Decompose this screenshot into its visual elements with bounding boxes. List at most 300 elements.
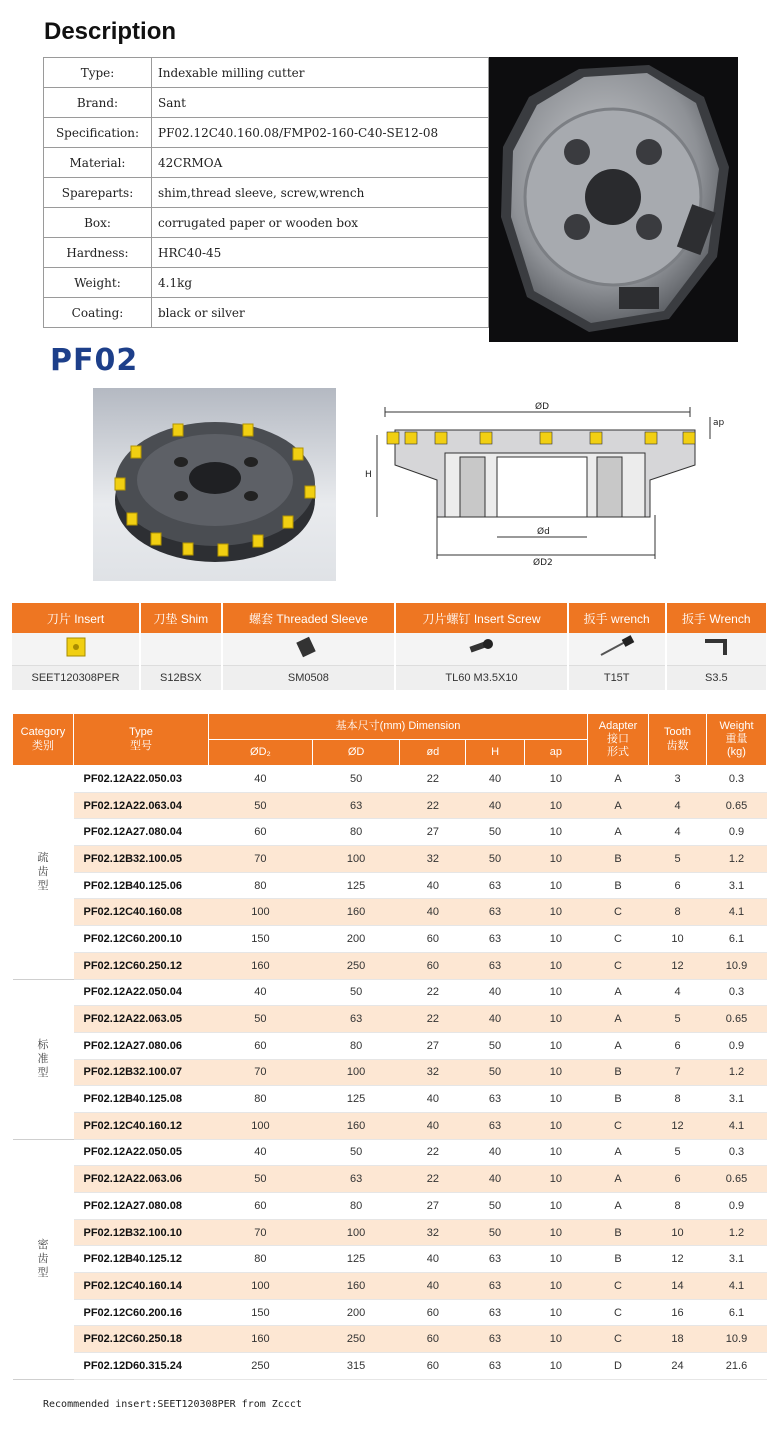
type-cell: PF02.12A22.063.05 — [74, 1006, 209, 1033]
accessory-header: 扳手 Wrench — [666, 603, 767, 633]
dim-H-label: H — [365, 470, 372, 480]
value-cell: 70 — [209, 1059, 313, 1086]
type-cell: PF02.12C60.250.18 — [74, 1326, 209, 1353]
value-cell: 150 — [209, 926, 313, 953]
value-cell: B — [588, 1219, 649, 1246]
table-row — [13, 899, 767, 926]
value-cell: A — [588, 819, 649, 846]
type-cell: PF02.12B32.100.10 — [74, 1219, 209, 1246]
table-row — [13, 979, 767, 1006]
value-cell: 160 — [209, 1326, 313, 1353]
value-cell: 40 — [209, 1139, 313, 1166]
dim-d-label: Ød — [537, 527, 550, 537]
value-cell: 160 — [209, 952, 313, 979]
footnote: Recommended insert:SEET120308PER from Zccct — [43, 1399, 302, 1410]
value-cell: 4.1 — [707, 1273, 767, 1300]
value-cell: B — [588, 1086, 649, 1113]
value-cell: 80 — [209, 1246, 313, 1273]
value-cell: 60 — [400, 952, 466, 979]
dim-D2-label: ØD2 — [533, 558, 553, 568]
value-cell: 10 — [649, 926, 707, 953]
value-cell: 0.65 — [707, 1006, 767, 1033]
value-cell: A — [588, 1006, 649, 1033]
value-cell: 63 — [466, 1273, 524, 1300]
value-cell: D — [588, 1353, 649, 1380]
table-row — [13, 1219, 767, 1246]
value-cell: 5 — [649, 1139, 707, 1166]
type-cell: PF02.12C40.160.14 — [74, 1273, 209, 1300]
header-dimension: 基本尺寸(mm) Dimension — [209, 714, 588, 740]
value-cell: 32 — [400, 846, 466, 873]
value-cell: 40 — [209, 979, 313, 1006]
table-row — [13, 1032, 767, 1059]
value-cell: 22 — [400, 979, 466, 1006]
value-cell: 40 — [466, 1139, 524, 1166]
type-cell: PF02.12B32.100.07 — [74, 1059, 209, 1086]
value-cell: 12 — [649, 952, 707, 979]
insert-icon — [12, 633, 140, 665]
type-cell: PF02.12C60.200.16 — [74, 1299, 209, 1326]
table-row — [13, 1353, 767, 1380]
value-cell: 100 — [312, 846, 400, 873]
spec-value: Indexable milling cutter — [152, 58, 489, 88]
dim-D-label: ØD — [535, 402, 550, 412]
value-cell: B — [588, 1246, 649, 1273]
value-cell: 10 — [524, 846, 587, 873]
value-cell: 80 — [209, 872, 313, 899]
value-cell: 40 — [400, 872, 466, 899]
value-cell: 10 — [524, 1246, 587, 1273]
spec-row — [44, 298, 489, 328]
spec-row — [44, 58, 489, 88]
value-cell: 27 — [400, 1193, 466, 1220]
value-cell: C — [588, 1112, 649, 1139]
value-cell: 50 — [312, 1139, 400, 1166]
value-cell: 60 — [209, 1193, 313, 1220]
value-cell: 6 — [649, 872, 707, 899]
value-cell: 50 — [466, 1032, 524, 1059]
type-cell: PF02.12B32.100.05 — [74, 846, 209, 873]
spec-value: black or silver — [152, 298, 489, 328]
type-cell: PF02.12C40.160.12 — [74, 1112, 209, 1139]
type-cell: PF02.12A27.080.08 — [74, 1193, 209, 1220]
value-cell: C — [588, 899, 649, 926]
spec-key: Weight: — [44, 268, 152, 298]
value-cell: 80 — [312, 1193, 400, 1220]
value-cell: C — [588, 1299, 649, 1326]
value-cell: 60 — [209, 819, 313, 846]
accessory-value: SM0508 — [222, 665, 396, 690]
value-cell: 50 — [466, 1193, 524, 1220]
value-cell: C — [588, 1326, 649, 1353]
spec-grid — [12, 713, 767, 1380]
type-cell: PF02.12B40.125.12 — [74, 1246, 209, 1273]
value-cell: 8 — [649, 899, 707, 926]
value-cell: A — [588, 1166, 649, 1193]
value-cell: 10 — [524, 952, 587, 979]
value-cell: 10 — [524, 1139, 587, 1166]
value-cell: 10 — [524, 1006, 587, 1033]
spec-value: 4.1kg — [152, 268, 489, 298]
value-cell: 10 — [524, 1273, 587, 1300]
value-cell: 0.65 — [707, 1166, 767, 1193]
type-cell: PF02.12B40.125.06 — [74, 872, 209, 899]
table-row — [13, 1273, 767, 1300]
spec-value: corrugated paper or wooden box — [152, 208, 489, 238]
value-cell: 50 — [466, 846, 524, 873]
header-type: Type 型号 — [74, 714, 209, 766]
accessory-header: 螺套 Threaded Sleeve — [222, 603, 396, 633]
value-cell: 27 — [400, 1032, 466, 1059]
type-cell: PF02.12A27.080.04 — [74, 819, 209, 846]
accessory-value: SEET120308PER — [12, 665, 140, 690]
value-cell: A — [588, 1032, 649, 1059]
spec-key: Hardness: — [44, 238, 152, 268]
value-cell: 63 — [466, 926, 524, 953]
spec-row — [44, 88, 489, 118]
value-cell: 10 — [524, 1193, 587, 1220]
table-row — [13, 766, 767, 793]
accessory-value: S12BSX — [140, 665, 222, 690]
table-row — [13, 792, 767, 819]
value-cell: 1.2 — [707, 846, 767, 873]
value-cell: 3.1 — [707, 1246, 767, 1273]
table-row — [13, 846, 767, 873]
value-cell: 22 — [400, 1139, 466, 1166]
value-cell: 100 — [209, 1273, 313, 1300]
value-cell: 10 — [524, 899, 587, 926]
spec-key: Brand: — [44, 88, 152, 118]
value-cell: 22 — [400, 1166, 466, 1193]
value-cell: 0.9 — [707, 819, 767, 846]
value-cell: 8 — [649, 1086, 707, 1113]
value-cell: 63 — [466, 872, 524, 899]
value-cell: 70 — [209, 846, 313, 873]
value-cell: 32 — [400, 1059, 466, 1086]
value-cell: 7 — [649, 1059, 707, 1086]
value-cell: 63 — [466, 1326, 524, 1353]
spec-value: PF02.12C40.160.08/FMP02-160-C40-SE12-08 — [152, 118, 489, 148]
value-cell: B — [588, 872, 649, 899]
value-cell: 150 — [209, 1299, 313, 1326]
value-cell: 160 — [312, 1273, 400, 1300]
value-cell: 315 — [312, 1353, 400, 1380]
spec-key: Material: — [44, 148, 152, 178]
shim-icon — [140, 633, 222, 665]
type-cell: PF02.12B40.125.08 — [74, 1086, 209, 1113]
value-cell: 1.2 — [707, 1219, 767, 1246]
value-cell: 10.9 — [707, 952, 767, 979]
value-cell: 100 — [312, 1219, 400, 1246]
value-cell: 0.9 — [707, 1032, 767, 1059]
type-cell: PF02.12A27.080.06 — [74, 1032, 209, 1059]
value-cell: 40 — [400, 1086, 466, 1113]
value-cell: 100 — [312, 1059, 400, 1086]
accessory-header: 刀片螺钉 Insert Screw — [395, 603, 568, 633]
value-cell: 40 — [400, 1246, 466, 1273]
value-cell: C — [588, 926, 649, 953]
table-row — [13, 872, 767, 899]
value-cell: 10 — [524, 766, 587, 793]
value-cell: 40 — [400, 899, 466, 926]
value-cell: 0.3 — [707, 1139, 767, 1166]
threaded-sleeve-icon — [222, 633, 396, 665]
value-cell: 18 — [649, 1326, 707, 1353]
cutter-photo — [489, 57, 738, 342]
header-dim: ap — [524, 740, 587, 766]
value-cell: 3.1 — [707, 872, 767, 899]
value-cell: 5 — [649, 846, 707, 873]
value-cell: 10 — [524, 1086, 587, 1113]
type-cell: PF02.12A22.050.05 — [74, 1139, 209, 1166]
value-cell: 50 — [209, 792, 313, 819]
value-cell: A — [588, 766, 649, 793]
type-cell: PF02.12C60.250.12 — [74, 952, 209, 979]
value-cell: 12 — [649, 1112, 707, 1139]
header-dim: ød — [400, 740, 466, 766]
spec-row — [44, 118, 489, 148]
value-cell: 10 — [524, 926, 587, 953]
category-cell: 标准型 — [13, 979, 74, 1139]
value-cell: 6.1 — [707, 1299, 767, 1326]
value-cell: 125 — [312, 1086, 400, 1113]
value-cell: 10 — [649, 1219, 707, 1246]
table-row — [13, 1086, 767, 1113]
value-cell: 0.3 — [707, 979, 767, 1006]
value-cell: 80 — [209, 1086, 313, 1113]
value-cell: 60 — [400, 1326, 466, 1353]
insert-screw-icon — [395, 633, 568, 665]
accessory-value: T15T — [568, 665, 666, 690]
accessory-value: TL60 M3.5X10 — [395, 665, 568, 690]
value-cell: 0.3 — [707, 766, 767, 793]
page-title: Description — [44, 18, 177, 45]
value-cell: 32 — [400, 1219, 466, 1246]
value-cell: 63 — [312, 1166, 400, 1193]
value-cell: 0.65 — [707, 792, 767, 819]
value-cell: 50 — [312, 979, 400, 1006]
spec-value: shim,thread sleeve, screw,wrench — [152, 178, 489, 208]
value-cell: C — [588, 952, 649, 979]
value-cell: 10 — [524, 1059, 587, 1086]
spec-key: Box: — [44, 208, 152, 238]
header-category: Category 类别 — [13, 714, 74, 766]
value-cell: 250 — [209, 1353, 313, 1380]
value-cell: 16 — [649, 1299, 707, 1326]
value-cell: 4 — [649, 792, 707, 819]
value-cell: B — [588, 1059, 649, 1086]
hex-wrench-icon — [666, 633, 767, 665]
table-row — [13, 1139, 767, 1166]
value-cell: 5 — [649, 1006, 707, 1033]
torx-wrench-icon — [568, 633, 666, 665]
value-cell: 63 — [466, 1086, 524, 1113]
value-cell: 250 — [312, 1326, 400, 1353]
value-cell: 60 — [400, 926, 466, 953]
value-cell: 63 — [466, 952, 524, 979]
value-cell: 10 — [524, 872, 587, 899]
table-row — [13, 819, 767, 846]
value-cell: 40 — [400, 1273, 466, 1300]
accessory-header: 扳手 wrench — [568, 603, 666, 633]
spec-row — [44, 208, 489, 238]
value-cell: 40 — [466, 766, 524, 793]
value-cell: 4 — [649, 819, 707, 846]
value-cell: 70 — [209, 1219, 313, 1246]
accessory-header: 刀片 Insert — [12, 603, 140, 633]
value-cell: 50 — [209, 1166, 313, 1193]
value-cell: 24 — [649, 1353, 707, 1380]
type-cell: PF02.12D60.315.24 — [74, 1353, 209, 1380]
value-cell: 10 — [524, 1112, 587, 1139]
category-cell: 疏齿型 — [13, 766, 74, 980]
spec-value: HRC40-45 — [152, 238, 489, 268]
value-cell: 10 — [524, 1353, 587, 1380]
spec-key: Coating: — [44, 298, 152, 328]
value-cell: 3 — [649, 766, 707, 793]
value-cell: 1.2 — [707, 1059, 767, 1086]
value-cell: 50 — [466, 819, 524, 846]
value-cell: 63 — [466, 1353, 524, 1380]
value-cell: 40 — [466, 1166, 524, 1193]
value-cell: 10 — [524, 1299, 587, 1326]
value-cell: 10 — [524, 1032, 587, 1059]
value-cell: 4.1 — [707, 1112, 767, 1139]
value-cell: 12 — [649, 1246, 707, 1273]
value-cell: 60 — [209, 1032, 313, 1059]
value-cell: 4 — [649, 979, 707, 1006]
value-cell: 40 — [466, 792, 524, 819]
spec-row — [44, 238, 489, 268]
type-cell: PF02.12C40.160.08 — [74, 899, 209, 926]
value-cell: 0.9 — [707, 1193, 767, 1220]
value-cell: 200 — [312, 926, 400, 953]
value-cell: 40 — [400, 1112, 466, 1139]
value-cell: 40 — [466, 979, 524, 1006]
value-cell: 6.1 — [707, 926, 767, 953]
spec-key: Spareparts: — [44, 178, 152, 208]
header-adapter: Adapter 接口 形式 — [588, 714, 649, 766]
value-cell: 22 — [400, 766, 466, 793]
value-cell: 100 — [209, 899, 313, 926]
spec-key: Specification: — [44, 118, 152, 148]
table-row — [13, 1326, 767, 1353]
table-row — [13, 1112, 767, 1139]
value-cell: 10 — [524, 1326, 587, 1353]
value-cell: 40 — [209, 766, 313, 793]
type-cell: PF02.12A22.063.06 — [74, 1166, 209, 1193]
type-cell: PF02.12A22.050.04 — [74, 979, 209, 1006]
value-cell: 50 — [209, 1006, 313, 1033]
value-cell: 60 — [400, 1299, 466, 1326]
value-cell: 63 — [466, 1246, 524, 1273]
value-cell: 22 — [400, 1006, 466, 1033]
value-cell: 6 — [649, 1166, 707, 1193]
value-cell: 63 — [466, 1299, 524, 1326]
table-row — [13, 1299, 767, 1326]
value-cell: 63 — [466, 899, 524, 926]
value-cell: 10.9 — [707, 1326, 767, 1353]
value-cell: 22 — [400, 792, 466, 819]
table-row — [13, 952, 767, 979]
series-logo: PF02 — [50, 343, 139, 378]
value-cell: A — [588, 979, 649, 1006]
spec-value: Sant — [152, 88, 489, 118]
header-dim: ØD — [312, 740, 400, 766]
value-cell: 50 — [466, 1219, 524, 1246]
table-row — [13, 1006, 767, 1033]
type-cell: PF02.12C60.200.10 — [74, 926, 209, 953]
value-cell: A — [588, 1193, 649, 1220]
value-cell: 27 — [400, 819, 466, 846]
value-cell: 200 — [312, 1299, 400, 1326]
value-cell: 250 — [312, 952, 400, 979]
value-cell: 10 — [524, 979, 587, 1006]
value-cell: 160 — [312, 899, 400, 926]
header-tooth: Tooth 齿数 — [649, 714, 707, 766]
value-cell: 125 — [312, 1246, 400, 1273]
table-row — [13, 1246, 767, 1273]
value-cell: 80 — [312, 819, 400, 846]
value-cell: 14 — [649, 1273, 707, 1300]
value-cell: 100 — [209, 1112, 313, 1139]
value-cell: 40 — [466, 1006, 524, 1033]
value-cell: B — [588, 846, 649, 873]
value-cell: 160 — [312, 1112, 400, 1139]
value-cell: 63 — [312, 1006, 400, 1033]
accessories-table — [12, 603, 768, 690]
value-cell: A — [588, 1139, 649, 1166]
spec-key: Type: — [44, 58, 152, 88]
value-cell: 4.1 — [707, 899, 767, 926]
value-cell: 125 — [312, 872, 400, 899]
value-cell: 6 — [649, 1032, 707, 1059]
dim-ap-label: ap — [713, 418, 725, 428]
category-cell: 密齿型 — [13, 1139, 74, 1379]
value-cell: A — [588, 792, 649, 819]
header-dim: ØD₂ — [209, 740, 313, 766]
value-cell: 8 — [649, 1193, 707, 1220]
accessory-value: S3.5 — [666, 665, 767, 690]
value-cell: 21.6 — [707, 1353, 767, 1380]
header-weight: Weight 重量 (kg) — [707, 714, 767, 766]
spec-row — [44, 148, 489, 178]
table-row — [13, 1193, 767, 1220]
value-cell: 50 — [312, 766, 400, 793]
header-dim: H — [466, 740, 524, 766]
table-row — [13, 926, 767, 953]
value-cell: 10 — [524, 819, 587, 846]
value-cell: 3.1 — [707, 1086, 767, 1113]
value-cell: 10 — [524, 1219, 587, 1246]
type-cell: PF02.12A22.050.03 — [74, 766, 209, 793]
spec-table — [43, 57, 489, 328]
value-cell: 10 — [524, 792, 587, 819]
spec-row — [44, 178, 489, 208]
cutter-render — [93, 388, 336, 581]
table-row — [13, 1059, 767, 1086]
value-cell: 63 — [466, 1112, 524, 1139]
spec-row — [44, 268, 489, 298]
accessory-header: 刀垫 Shim — [140, 603, 222, 633]
spec-value: 42CRMOA — [152, 148, 489, 178]
value-cell: 50 — [466, 1059, 524, 1086]
value-cell: 10 — [524, 1166, 587, 1193]
type-cell: PF02.12A22.063.04 — [74, 792, 209, 819]
value-cell: 80 — [312, 1032, 400, 1059]
value-cell: 60 — [400, 1353, 466, 1380]
table-row — [13, 1166, 767, 1193]
